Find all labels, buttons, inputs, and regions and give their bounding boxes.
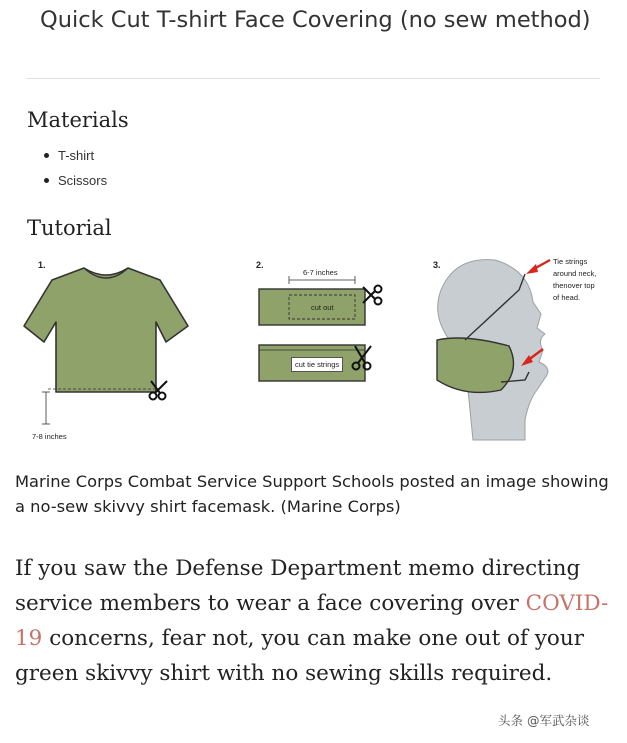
covid-link[interactable]: COVID-19 bbox=[15, 591, 609, 651]
arrow-icon bbox=[524, 256, 552, 276]
title-divider bbox=[26, 78, 600, 79]
page-title: Quick Cut T-shirt Face Covering (no sew method) bbox=[40, 7, 591, 33]
scissors-icon bbox=[147, 379, 173, 403]
paragraph-text: concerns, fear not, you can make one out of your green skivvy shirt with no sewing skills required. bbox=[15, 626, 584, 686]
scissors-icon bbox=[349, 344, 377, 374]
width-label: 6-7 inches bbox=[303, 268, 338, 277]
step-2-number: 2. bbox=[256, 260, 264, 270]
tie-note-line: thenover top bbox=[553, 281, 595, 290]
paragraph-text: If you saw the Defense Department memo directing service members to wear a face covering over bbox=[15, 556, 581, 616]
material-item: T-shirt bbox=[42, 146, 107, 171]
materials-list bbox=[42, 146, 107, 196]
tie-note-line: of head. bbox=[553, 293, 581, 302]
measure-label: 7-8 inches bbox=[32, 432, 67, 441]
material-item: Scissors bbox=[42, 171, 107, 196]
arrow-icon bbox=[519, 346, 547, 368]
cut-strings-label: cut tie strings bbox=[291, 357, 343, 372]
tie-note-line: Tie strings bbox=[553, 257, 588, 266]
scissors-icon bbox=[361, 283, 387, 309]
tie-note-line: around neck, bbox=[553, 269, 597, 278]
article-paragraph bbox=[15, 551, 620, 691]
materials-heading: Materials bbox=[27, 108, 129, 132]
image-caption: Marine Corps Combat Service Support Schools posted an image showing a no-sew skivvy shirt facemask. (Marine Corps) bbox=[15, 472, 609, 516]
tutorial-heading: Tutorial bbox=[27, 216, 112, 240]
step-3-number: 3. bbox=[433, 260, 441, 270]
watermark: 头条 @军武杂谈 bbox=[498, 713, 590, 728]
tshirt-illustration bbox=[20, 262, 200, 442]
cut-out-label: cut out bbox=[311, 303, 334, 312]
step-1-number: 1. bbox=[38, 260, 46, 270]
tie-note bbox=[553, 256, 596, 304]
